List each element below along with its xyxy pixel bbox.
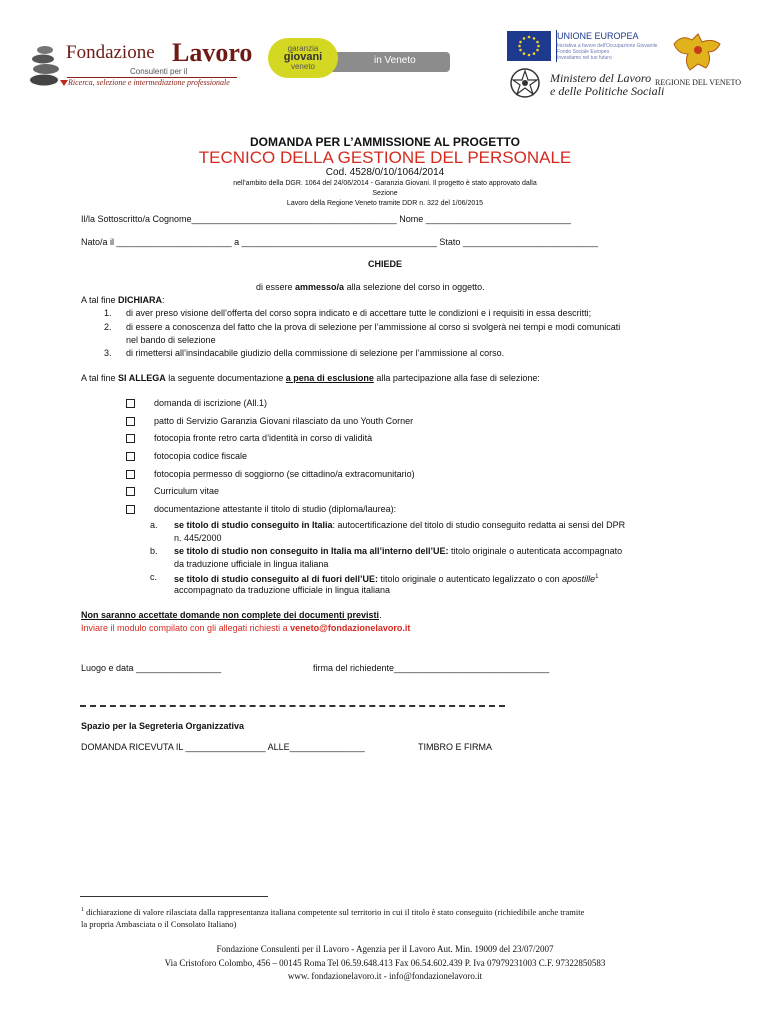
document-label: domanda di iscrizione (All.1) <box>154 398 268 408</box>
garanzia-giovani-logo <box>268 38 458 80</box>
sub-item-italic: apostille <box>562 574 596 584</box>
checkbox-document[interactable] <box>126 434 135 443</box>
badge-line1: garanzia <box>287 44 319 53</box>
footnote-line1: dichiarazione di valore rilasciata dalla rappresentanza italiana competente sul territorio in cui il titolo è stato conseguito (richiedibile anche tramite <box>84 906 585 917</box>
segreteria-title: Spazio per la Segreteria Organizzativa <box>81 721 245 731</box>
eu-fund-line3: Investiamo nel tuo futuro <box>557 55 612 61</box>
sub-item-letter: b. <box>150 546 158 556</box>
document-label: fotocopia fronte retro carta d’identità in corso di validità <box>154 433 373 443</box>
checkbox-document[interactable] <box>126 399 135 408</box>
region-label: in Veneto <box>374 55 416 66</box>
eu-title: UNIONE EUROPEA <box>557 31 639 41</box>
notice-line1 <box>81 609 382 621</box>
section-divider <box>80 705 505 707</box>
dichiara-intro <box>81 294 165 306</box>
birth-field-row[interactable]: Nato/a il _______________________ a _______________________________________ Stato ___________________________ <box>81 237 599 247</box>
sub-item-letter: a. <box>150 520 158 530</box>
chiede-text <box>256 281 485 293</box>
allega-intro-after: alla partecipazione alla fase di selezione: <box>373 373 540 383</box>
footer-line1: Fondazione Consulenti per il Lavoro - Agenzia per il Lavoro Aut. Min. 19009 del 23/07/2007 <box>216 944 554 954</box>
dichiara-intro-bold: DICHIARA <box>118 295 163 305</box>
chiede-text-before: di essere <box>256 282 296 292</box>
footer-line2: Via Cristoforo Colombo, 456 – 00145 Roma Tel 06.59.648.413 Fax 06.54.602.439 P. Iva 07979231003 C.F. 97322850583 <box>164 958 606 968</box>
allega-intro-mid: la seguente documentazione <box>165 373 286 383</box>
sub-item-letter: c. <box>150 572 158 582</box>
checkbox-document[interactable] <box>126 470 135 479</box>
dichiara-item-num: 3. <box>104 348 112 358</box>
allega-intro-underline: a pena di esclusione <box>285 373 374 383</box>
footnote <box>81 904 701 930</box>
sub-item-text-cont: n. 445/2000 <box>174 533 222 543</box>
notice-line2 <box>81 622 410 634</box>
dichiara-item-num: 2. <box>104 322 112 332</box>
regione-veneto-label: REGIONE DEL VENETO <box>655 78 742 87</box>
dichiara-intro-before: A tal fine <box>81 295 119 305</box>
place-date-field[interactable]: Luogo e data _________________ <box>81 663 222 673</box>
sub-item-rest: titolo originale o autenticato legalizzato o con <box>378 574 563 584</box>
italian-republic-emblem-icon <box>507 66 543 100</box>
footer-line3: www. fondazionelavoro.it - info@fondazionelavoro.it <box>287 971 483 981</box>
document-label: documentazione attestante il titolo di studio (diploma/laurea): <box>154 504 397 514</box>
allega-intro-before: A tal fine <box>81 373 119 383</box>
stamp-label: TIMBRO E FIRMA <box>418 742 492 752</box>
dichiara-item-text: di aver preso visione dell’offerta del corso sopra indicato e di accettare tutte le condizioni e i requisiti in essa descritti; <box>126 308 592 318</box>
footnote-line2: la propria Ambasciata o il Consolato Italiano) <box>81 918 237 929</box>
region-bar <box>330 52 450 72</box>
sub-item-rest: : autocertificazione del titolo di studio conseguito redatta ai sensi del DPR <box>332 520 626 530</box>
stacked-stones-icon <box>30 42 60 88</box>
chiede-label: CHIEDE <box>367 259 402 269</box>
document-label: fotocopia codice fiscale <box>154 451 248 461</box>
dichiara-item-text-cont: nel bando di selezione <box>126 335 216 345</box>
checkbox-document[interactable] <box>126 417 135 426</box>
badge-line2: giovani <box>283 51 323 63</box>
subtitle-line2: Lavoro della Regione Veneto tramite DDR n. 322 del 1/06/2015 <box>286 200 484 207</box>
veneto-lion-icon <box>668 30 726 82</box>
footnote-number: 1 <box>81 907 84 913</box>
dichiara-intro-after: : <box>162 295 165 305</box>
allega-intro-bold: SI ALLEGA <box>118 373 166 383</box>
notice-incomplete: Non saranno accettate domande non complete dei documenti previsti <box>81 610 380 620</box>
project-code: Cod. 4528/0/10/1064/2014 <box>325 167 445 178</box>
checkbox-document[interactable] <box>126 505 135 514</box>
dichiara-item-num: 1. <box>104 308 112 318</box>
notice-email-link[interactable]: veneto@fondazionelavoro.it <box>290 623 411 633</box>
ministero-line1: Ministero del Lavoro <box>550 71 652 85</box>
sub-item-rest: titolo originale o autenticata accompagnato <box>448 546 623 556</box>
document-label: patto di Servizio Garanzia Giovani rilasciato da uno Youth Corner <box>154 416 414 426</box>
document-label: fotocopia permesso di soggiorno (se cittadino/a extracomunitario) <box>154 469 415 479</box>
fondazione-lavoro-logo <box>30 38 253 100</box>
eu-fund-line2: Fondo Sociale Europeo <box>557 49 610 55</box>
footnote-rule <box>80 896 268 897</box>
signature-field[interactable]: firma del richiedente_______________________________ <box>313 663 550 673</box>
logo-name-fondazione: Fondazione <box>66 42 155 63</box>
eu-fund-text <box>557 43 667 61</box>
sub-item-text <box>174 545 622 557</box>
footnote-ref: 1 <box>595 574 599 580</box>
name-field-row[interactable]: Il/la Sottoscritto/a Cognome_________________________________________ Nome _____________________________ <box>81 214 571 224</box>
sub-item-bold: se titolo di studio conseguito al di fuori dell’UE: <box>174 574 379 584</box>
checkbox-document[interactable] <box>126 487 135 496</box>
badge-line3: veneto <box>290 62 316 71</box>
eu-flag-icon <box>507 31 551 61</box>
dichiara-item-text: di essere a conoscenza del fatto che la prova di selezione per l’ammissione al corso si svolgerà nei tempi e modi comunicati <box>126 322 621 332</box>
chiede-text-bold: ammesso/a <box>295 282 345 292</box>
project-title: TECNICO DELLA GESTIONE DEL PERSONALE <box>198 148 572 167</box>
sub-item-text <box>174 519 625 531</box>
checkbox-document[interactable] <box>126 452 135 461</box>
notice-send-text: Inviare il modulo compilato con gli allegati richiesti a <box>81 623 291 633</box>
sub-item-text-cont: accompagnato da traduzione ufficiale in lingua italiana <box>174 585 390 595</box>
sub-item-bold: se titolo di studio conseguito in Italia <box>174 520 333 530</box>
subtitle-line1: nell’ambito della DGR. 1064 del 24/06/2014 - Garanzia Giovani. Il progetto è stato approvato dalla Sezione <box>233 180 537 197</box>
ministero-text <box>550 72 664 98</box>
sub-item-bold: se titolo di studio non conseguito in Italia ma all’interno dell’UE: <box>174 546 449 556</box>
red-triangle-icon <box>60 80 68 86</box>
received-field[interactable]: DOMANDA RICEVUTA IL ________________ ALLE_______________ <box>81 742 365 752</box>
sub-item-text <box>174 571 599 585</box>
document-heading: DOMANDA PER L’AMMISSIONE AL PROGETTO <box>249 135 521 149</box>
project-subtitle <box>230 179 540 209</box>
logo-tagline: Ricerca, selezione e intermediazione professionale <box>68 78 230 87</box>
eu-stars-icon <box>507 31 551 61</box>
logo-consulenti: Consulenti per il <box>130 67 188 76</box>
dichiara-item-text: di rimettersi all’insindacabile giudizio della commissione di selezione per l’ammissione al corso. <box>126 348 505 358</box>
document-label: Curriculum vitae <box>154 486 220 496</box>
ministero-line2: e delle Politiche Sociali <box>550 84 665 98</box>
garanzia-giovani-badge <box>268 38 338 78</box>
sub-item-text-cont: da traduzione ufficiale in lingua italiana <box>174 559 329 569</box>
eu-fund-line1: Iniziativa a favore dell'Occupazione Giovanile <box>557 43 658 49</box>
allega-intro <box>81 372 540 384</box>
logo-name-lavoro: Lavoro <box>172 38 253 67</box>
chiede-text-after: alla selezione del corso in oggetto. <box>344 282 485 292</box>
notice-period: . <box>379 610 382 620</box>
